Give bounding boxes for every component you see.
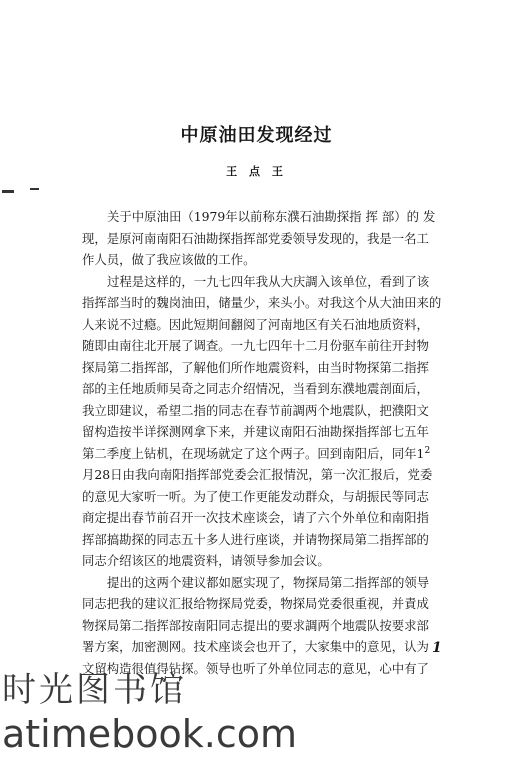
text-line: 探局第二指挥部，了解他们所作地震资料，由当时物探第二指挥 <box>82 359 429 375</box>
text-line: 的意见大家听一听。为了使工作更能发动群众，与胡振民等同志 <box>82 488 429 504</box>
text-line: 提出的这两个建议都如愿实现了，物探局第二指挥部的领导 <box>107 574 430 590</box>
text-line: 物探局第二指挥部按南阳同志提出的要求調两个地震队按要求部 <box>82 617 429 633</box>
text-line: 文留构造很值得钻探。领导也听了外单位同志的意见，心中有了 <box>82 660 429 676</box>
page-number: 1 <box>432 640 442 656</box>
text-line: 关于中原油田（1979年以前称东濮石油勘探指 挥 部）的 发 <box>107 209 436 224</box>
author-name: 王 点 王 <box>226 165 287 178</box>
text-line: 作人员，做了我应该做的工作。 <box>82 252 256 267</box>
text-line: 挥部搞勘探的同志五十多人进行座谈，并请物探局第二指挥部的 <box>82 531 429 547</box>
text-line: 署方案，加密测网。技术座谈会也开了，大家集中的意见，认为 <box>82 639 429 654</box>
text-line: 同志介绍该区的地震资料，请领导参加会议。 <box>82 553 330 568</box>
body-text <box>82 206 454 679</box>
text-line: 现，是原河南南阳石油勘探指挥部党委领导发现的，我是一名工 <box>82 230 429 246</box>
text-line: 过程是这样的，一九七四年我从大庆調入该单位，看到了该 <box>107 273 430 289</box>
scan-speck <box>2 190 14 193</box>
watermark-url: atimebook.com <box>2 712 298 756</box>
text-line: 第二季度上钻机，在现场就定了这个两子。回到南阳后，同年1 <box>82 445 425 461</box>
text-line: 留构造按半详探测网拿下来，并建议南阳石油勘探指挥部七五年 <box>82 424 429 439</box>
text-line: 部的主任地质师吴奇之同志介绍情况，当看到东濮地震剖面后， <box>82 381 429 396</box>
text-line: 人来说不过瘾。因此短期间翻阅了河南地区有关石油地质资料， <box>82 316 429 332</box>
text-line: 指挥部当时的魏岗油田，储量少，来头小。对我这个从大油田来的 <box>82 295 442 310</box>
watermark-chinese: 时光图书馆 <box>2 670 187 710</box>
scan-speck <box>30 188 39 190</box>
page-title: 中原油田发现经过 <box>180 125 333 146</box>
text-line: 月28日由我向南阳指挥部党委会汇报情況，第一次汇报后，党委 <box>82 467 433 482</box>
text-line: 同志把我的建议汇报给物探局党委，物探局党委很重视，并責成 <box>82 596 429 611</box>
text-line: 随即由南往北开展了调查。一九七四年十二月份驱车前往开封物 <box>82 338 429 353</box>
text-line: 商定提出春节前召开一次技术座谈会，请了六个外单位和南阳指 <box>82 510 429 525</box>
text-line-with-footnote <box>82 443 454 465</box>
footnote-mark: 2 <box>424 445 431 456</box>
text-line: 我立即建议，希望二指的同志在春节前調两个地震队，把濮阳文 <box>82 402 429 418</box>
